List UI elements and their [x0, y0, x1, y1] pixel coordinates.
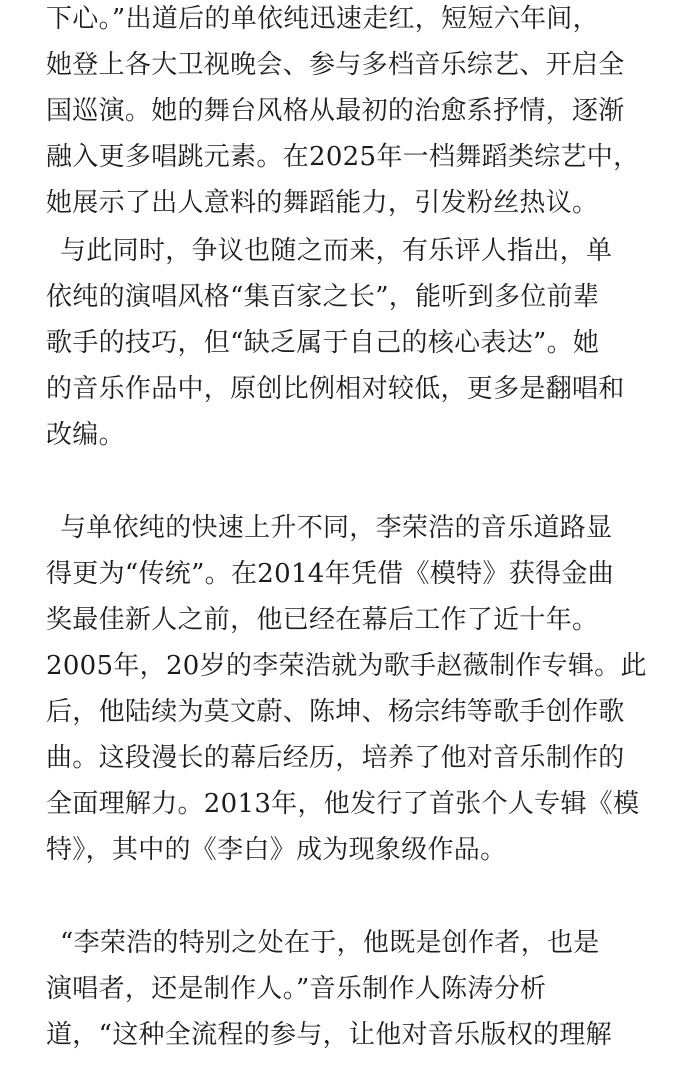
text-line: 奖最佳新人之前，他已经在幕后工作了近十年。 — [46, 605, 599, 635]
text-line: 下心。”出道后的单依纯迅速走红，短短六年间， — [46, 4, 599, 34]
text-line: 歌手的技巧，但“缺乏属于自己的核心表达”。她 — [46, 328, 600, 358]
text-line: 2005年，20岁的李荣浩就为歌手赵薇制作专辑。此 — [46, 651, 647, 681]
text-line: 依纯的演唱风格“集百家之长”，能听到多位前辈 — [46, 282, 600, 312]
text-line: 道，“这种全流程的参与，让他对音乐版权的理解 — [46, 1020, 612, 1050]
text-line: 她展示了出人意料的舞蹈能力，引发粉丝热议。 — [46, 188, 599, 218]
text-line: 演唱者，还是制作人。”音乐制作人陈涛分析 — [46, 974, 547, 1004]
text-line: “李荣浩的特别之处在于，他既是创作者，也是 — [60, 928, 600, 958]
text-line: 与单依纯的快速上升不同，李荣浩的音乐道路显 — [60, 513, 613, 543]
text-line: 曲。这段漫长的幕后经历，培养了他对音乐制作的 — [46, 743, 625, 773]
text-line: 她登上各大卫视晚会、参与多档音乐综艺、开启全 — [46, 50, 625, 80]
text-line: 国巡演。她的舞台风格从最初的治愈系抒情，逐渐 — [46, 96, 625, 126]
text-line: 特》，其中的《李白》成为现象级作品。 — [46, 835, 507, 865]
text-line: 与此同时，争议也随之而来，有乐评人指出，单 — [60, 236, 613, 266]
paragraph-4 — [46, 920, 612, 1058]
paragraph-1 — [46, 0, 639, 226]
text-line: 改编。 — [46, 420, 125, 450]
text-line: 后，他陆续为莫文蔚、陈坤、杨宗纬等歌手创作歌 — [46, 697, 625, 727]
paragraph-2 — [46, 228, 625, 458]
text-line: 得更为“传统”。在2014年凭借《模特》获得金曲 — [46, 559, 614, 589]
text-line: 全面理解力。2013年，他发行了首张个人专辑《模 — [46, 789, 640, 819]
paragraph-3 — [46, 505, 647, 873]
text-line: 融入更多唱跳元素。在2025年一档舞蹈类综艺中， — [46, 142, 640, 172]
text-line: 的音乐作品中，原创比例相对较低，更多是翻唱和 — [46, 374, 625, 404]
